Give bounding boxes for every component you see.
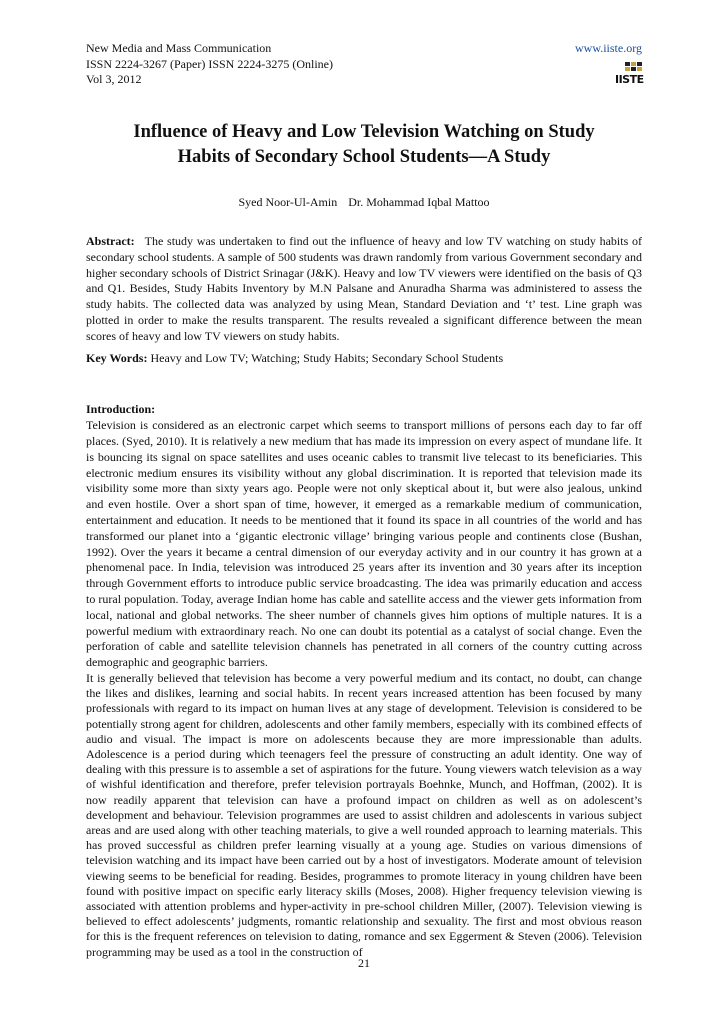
page-number: 21 bbox=[358, 956, 370, 970]
paper-title bbox=[86, 120, 642, 170]
introduction-paragraph-2: It is generally believed that television has become a very powerful medium and its contact, no doubt, can change the likes and dislikes, learning and social habits. In recent years increased attention has been focused by many professionals with regard to its impact on human lives at any stage of development. Television is considered to be potentially strong agent for children, adolescents and other family members, especially with its combined effects of audio and visual. The impact is more on adolescents because they are more impressionable than adults. Adolescence is a period during which teenagers feel the pressure of constructing an adult identity. One way of dealing with this pressure is to assemble a set of aspirations for the future. Young viewers watch television as a way of wishful identification and therefore, prefer television portrayals Boehnke, Munch, and Hoffman, (2002). It is now readily apparent that television can have a profound impact on children as well as on adolescent’s development and behaviour. Television programmes are used to assist children and adolescents in various subject areas and are used along with other teaching materials, to give a well rounded approach to learning materials. This has proved successful as children prefer learning visually at a young age. Studies on various dimensions of television watching and its impact have been carried out by a host of investigators. Moderate amount of television viewing seems to be beneficial for reading. Besides, programmes to promote literacy in young children have been found with positive impact on specific early literacy skills (Moses, 2008). Higher frequency television viewing is associated with attention problems and hyper-activity in pre-school children Miller, (2007). Television viewing is believed to effect adolescents’ judgments, romantic relationship and sexuality. The first and most obvious reason for this is the frequent references on television to dating, romance and sex Eggerment & Steven (2006). Television programming may be used as a tool in the construction of bbox=[86, 670, 642, 959]
author-1: Syed Noor-Ul-Amin bbox=[238, 195, 338, 209]
author-2: Dr. Mohammad Iqbal Mattoo bbox=[348, 195, 490, 209]
abstract-paragraph bbox=[86, 234, 642, 345]
article-body bbox=[86, 234, 642, 960]
abstract-text: The study was undertaken to find out the influence of heavy and low TV watching on study habits of secondary school students. A sample of 500 students was drawn randomly from various Government secondary and higher secondary schools of District Srinagar (J&K). Heavy and low TV viewers were identified on the basis of Q3 and Q1. Besides, Study Habits Inventory by M.N Palsane and Anuradha Sharma was administered to assess the study habits. The collected data was analyzed by using Mean, Standard Deviation and ‘t’ test. Line graph was plotted in order to make the results transparent. The results revealed a significant difference between the mean scores of heavy and low TV viewers on study habits. bbox=[86, 234, 642, 343]
running-header bbox=[86, 41, 642, 88]
introduction-heading: Introduction: bbox=[86, 402, 156, 417]
logo-text: IISTE bbox=[615, 73, 644, 86]
keywords-label: Key Words: bbox=[86, 350, 148, 365]
title-line-2: Habits of Secondary School Students—A Study bbox=[177, 147, 551, 167]
issn-line: ISSN 2224-3267 (Paper) ISSN 2224-3275 (Online) bbox=[86, 56, 333, 71]
abstract-label: Abstract: bbox=[86, 234, 135, 248]
keywords-paragraph bbox=[86, 351, 642, 367]
volume-line: Vol 3, 2012 bbox=[86, 72, 142, 86]
title-line-1: Influence of Heavy and Low Television Watching on Study bbox=[133, 122, 595, 142]
introduction-paragraph-1: Television is considered as an electronic carpet which seems to transport millions of persons each day to far off places. (Syed, 2010). It is relatively a new medium that has made its impression on every aspect of mundane life. It is bouncing its signal on space satellites and uses oceanic cables to transmit live telecast to its beneficiaries. This electronic medium ensures its visibility without any global discrimination. It is reported that television made its visibility some more than sixty years ago. People were not only skeptical about it, but were also jealous, unkind and even hostile. Over a short span of time, however, it emerged as a remarkable medium of communication, entertainment and education. It needs to be mentioned that it found its space in all countries of the world and has transformed our planet into a ‘gigantic electronic village’ bringing various people and continents close (Bushan, 1992). Over the years it became a central dimension of our everyday activity and in our country it has grown at a phenomenal pace. In India, television was introduced 25 years after its invention and 30 years after its inception through Government efforts to introduce public service broadcasting. The idea was primarily education and access to rural population. Today, average Indian home has cable and satellite access and the viewer gets information from local, national and global networks. The sheer number of channels gives him options of multiple natures. It is a powerful medium with extraordinary reach. No one can doubt its potential as a catalyst of social change. Even the perforation of cable and satellite television channels has penetrated in all corners of the country cutting across demographic and geographic barriers. bbox=[86, 418, 642, 670]
iiste-logo bbox=[615, 62, 643, 86]
journal-name: New Media and Mass Communication bbox=[86, 41, 272, 55]
journal-url-link[interactable]: www.iiste.org bbox=[575, 41, 642, 55]
logo-grid-icon bbox=[625, 62, 642, 71]
author-line bbox=[86, 195, 642, 210]
keywords-text: Heavy and Low TV; Watching; Study Habits; Secondary School Students bbox=[150, 350, 504, 365]
